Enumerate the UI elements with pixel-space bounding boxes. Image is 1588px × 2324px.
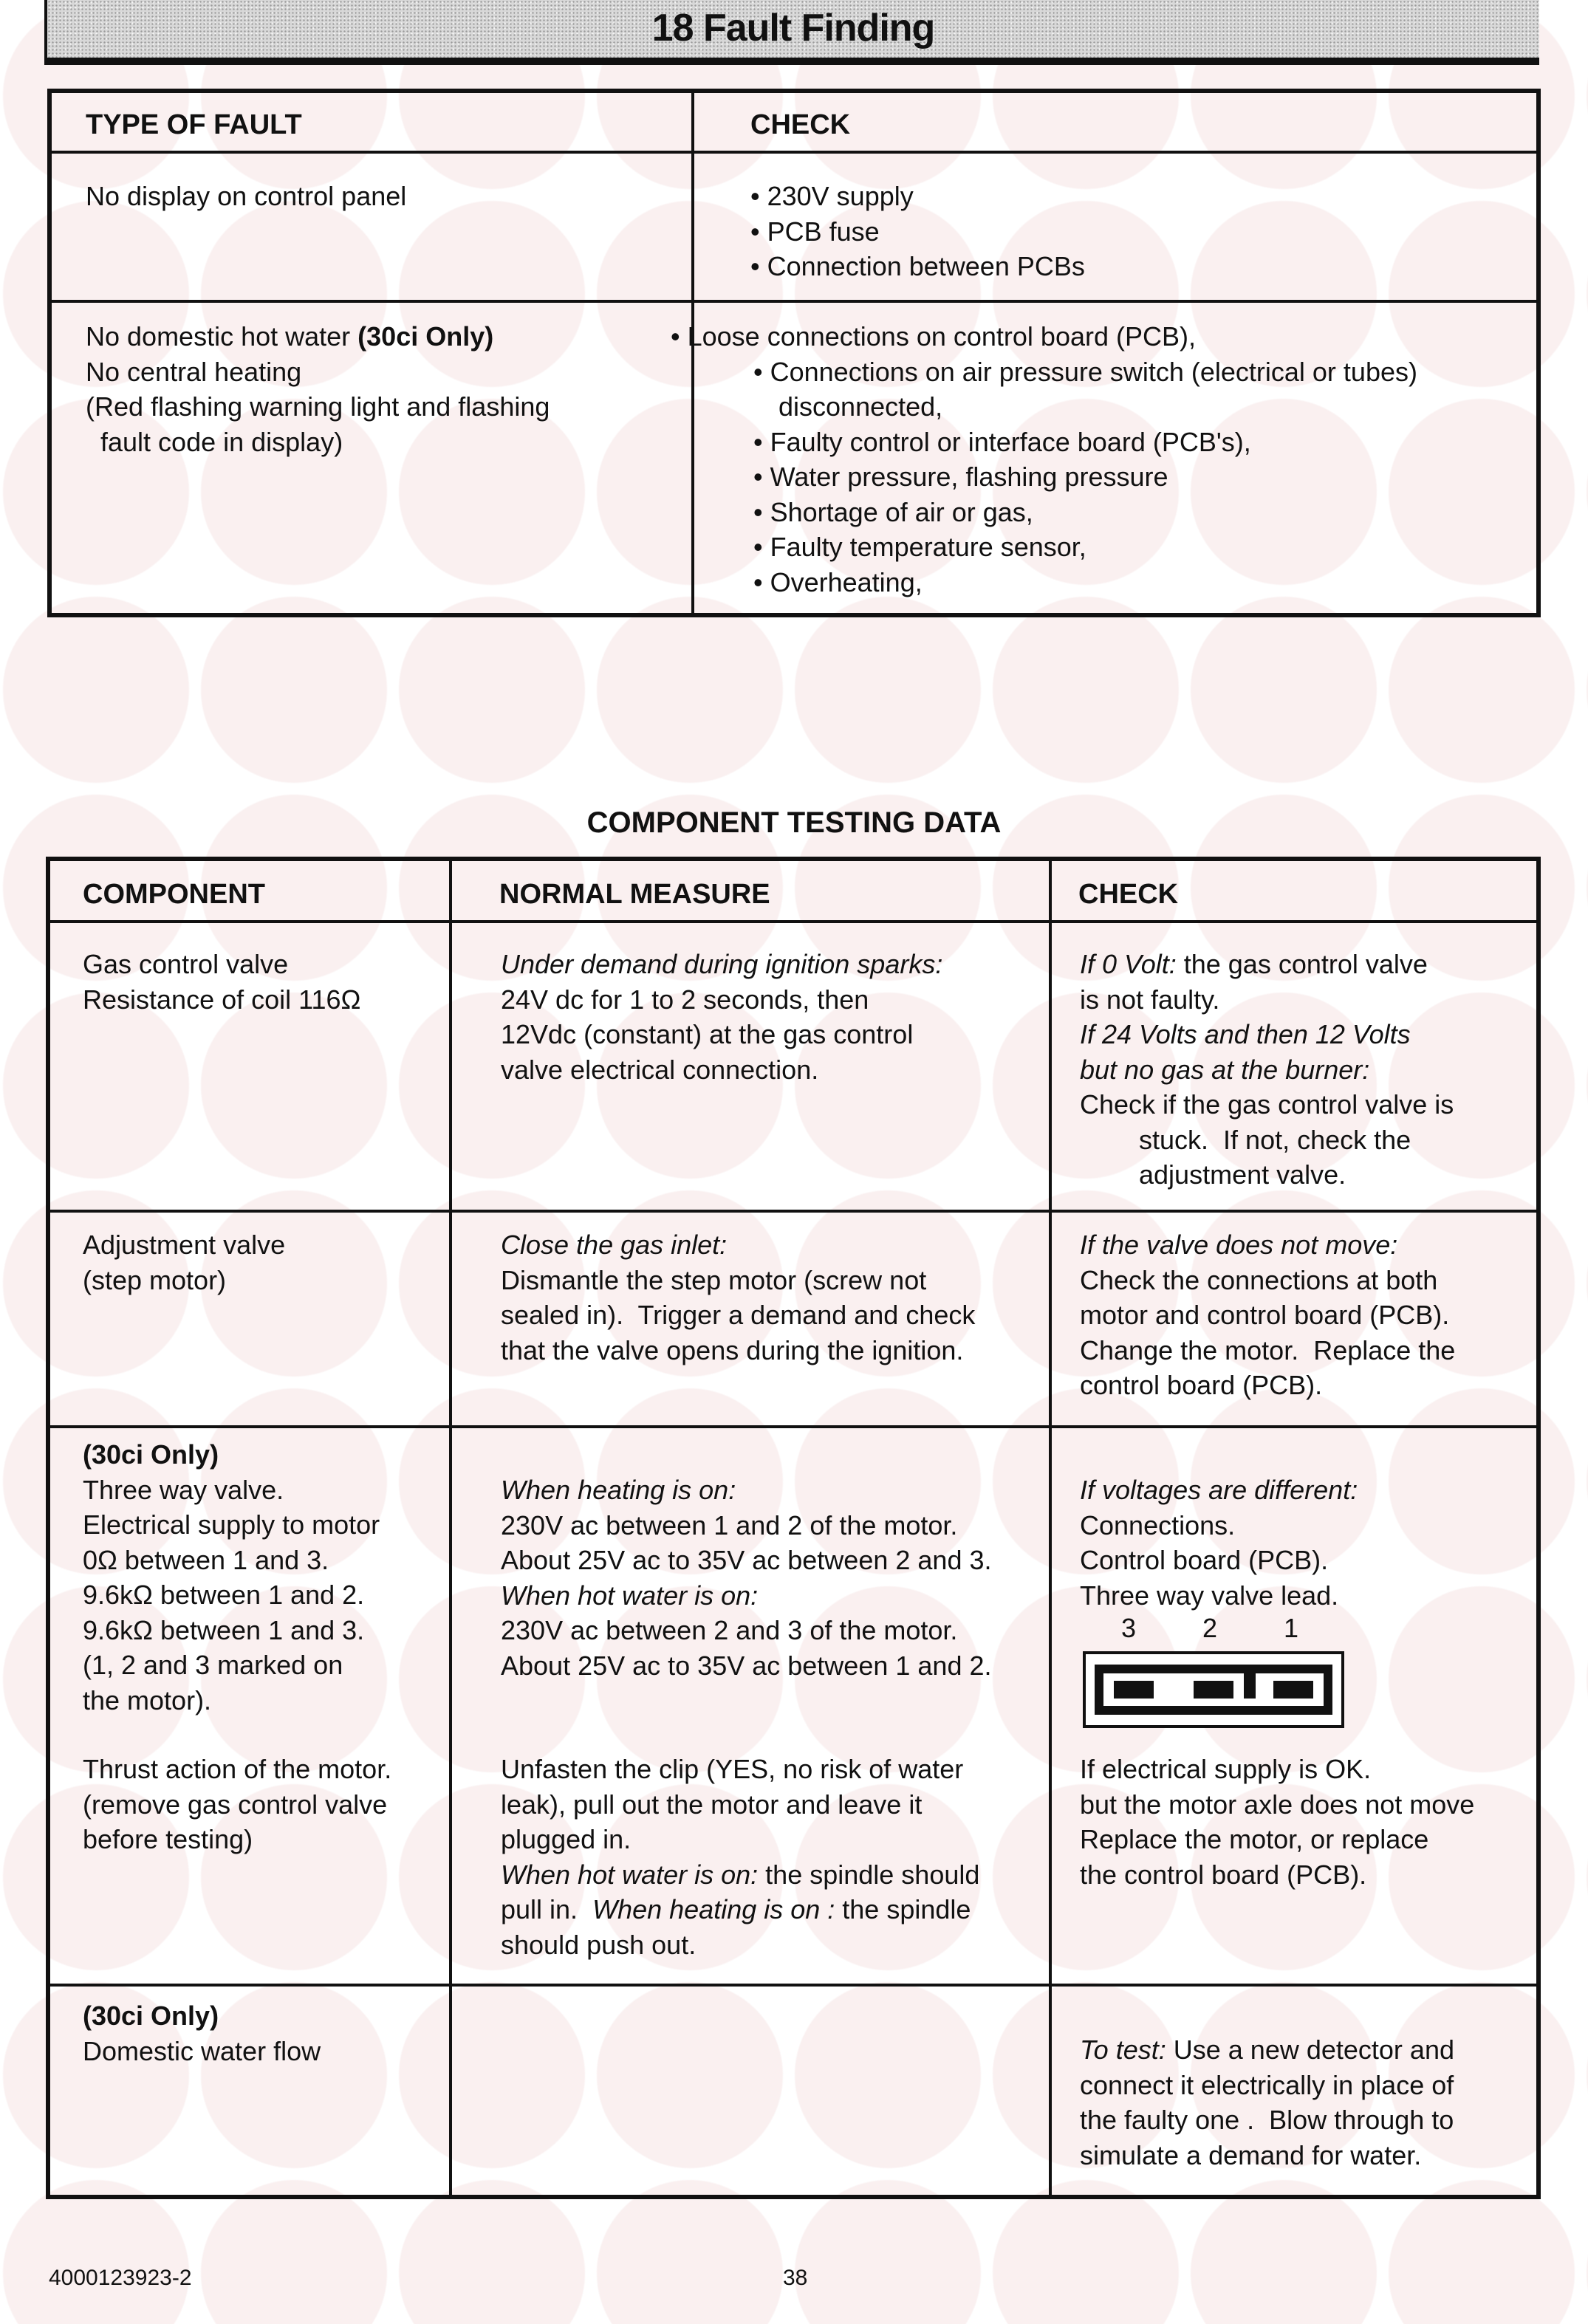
text-line: [83, 1543, 380, 1578]
measure-cell: [501, 1227, 975, 1368]
divider: [47, 300, 1541, 303]
text-line: [1080, 1227, 1455, 1263]
text-segment: • PCB fuse: [750, 216, 880, 247]
text-segment: (Red flashing warning light and flashing: [86, 391, 550, 422]
text-line: [86, 354, 550, 390]
text-line: [501, 947, 942, 982]
text-line: [501, 1017, 942, 1052]
divider: [46, 1984, 1541, 1987]
text-line: [753, 495, 1417, 530]
text-segment: • Loose connections on control board (PCB),: [671, 321, 1196, 352]
column-header-check: CHECK: [1078, 879, 1179, 910]
text-segment: connect it electrically in place of: [1080, 2069, 1454, 2100]
check-cell: [1080, 2032, 1454, 2173]
text-line: [1080, 1857, 1474, 1893]
text-segment: (step motor): [83, 1264, 227, 1295]
text-line: [753, 354, 1417, 390]
text-segment: • Connection between PCBs: [750, 251, 1085, 281]
text-segment: Check the connections at both: [1080, 1264, 1438, 1295]
text-segment: 12Vdc (constant) at the gas control: [501, 1019, 914, 1049]
text-line: [1080, 1368, 1455, 1403]
divider: [46, 1425, 1541, 1428]
column-header-component: COMPONENT: [83, 879, 265, 910]
divider: [46, 1210, 1541, 1213]
text-segment: Unfasten the clip (YES, no risk of water: [501, 1754, 964, 1784]
text-segment: Three way valve lead.: [1080, 1580, 1339, 1611]
text-line: [86, 425, 550, 460]
text-segment: To test:: [1080, 2035, 1166, 2065]
text-line: [1080, 1017, 1454, 1052]
text-segment: Resistance of coil 116Ω: [83, 984, 361, 1015]
text-line: [1080, 2068, 1454, 2103]
text-line: [1080, 1822, 1474, 1857]
text-line: [83, 1507, 380, 1543]
text-segment: Control board (PCB).: [1080, 1545, 1329, 1575]
text-line: [501, 1298, 975, 1333]
text-segment: Gas control valve: [83, 949, 289, 979]
text-line: [86, 319, 550, 354]
text-segment: No central heating: [86, 356, 302, 387]
fault-cell: [86, 179, 406, 214]
text-segment: About 25V ac to 35V ac between 2 and 3.: [501, 1545, 992, 1575]
check-cell: [750, 179, 1085, 284]
text-line: [750, 179, 1085, 214]
section-title: COMPONENT TESTING DATA: [586, 806, 1002, 839]
text-segment: If 0 Volt:: [1080, 949, 1177, 979]
divider: [47, 151, 1541, 154]
check-cell: [1080, 1752, 1474, 1892]
text-segment: control board (PCB).: [1080, 1370, 1323, 1400]
text-line: [1080, 1543, 1358, 1578]
text-line: [83, 1648, 380, 1683]
text-segment: fault code in display): [86, 426, 343, 457]
text-segment: simulate a demand for water.: [1080, 2139, 1422, 2170]
text-line: [83, 1577, 380, 1613]
text-segment: Dismantle the step motor (screw not: [501, 1264, 927, 1295]
text-line: [501, 1508, 992, 1543]
text-line: [1080, 947, 1454, 982]
text-segment: valve electrical connection.: [501, 1054, 819, 1085]
text-segment: adjustment valve.: [1080, 1159, 1346, 1190]
text-line: [86, 389, 550, 425]
text-segment: (30ci Only): [83, 1439, 219, 1470]
connector-pin: [1114, 1681, 1154, 1699]
text-segment: (30ci Only): [357, 321, 494, 352]
text-segment: (remove gas control valve: [83, 1789, 388, 1820]
column-header-normal-measure: NORMAL MEASURE: [499, 879, 770, 910]
connector-key: [1244, 1673, 1256, 1699]
check-cell: [1080, 947, 1454, 1193]
component-cell: [83, 947, 360, 1017]
text-line: [501, 1052, 942, 1088]
text-line: [83, 1822, 391, 1857]
text-line: [1080, 1787, 1474, 1823]
text-segment: Under demand during ignition sparks:: [501, 949, 943, 979]
text-line: [501, 1927, 979, 1963]
text-segment: • Connections on air pressure switch (electrical or tubes): [753, 356, 1417, 387]
divider: [449, 857, 452, 2199]
text-line: [83, 1683, 380, 1718]
text-line: [750, 214, 1085, 250]
text-segment: before testing): [83, 1824, 253, 1854]
text-segment: (1, 2 and 3 marked on: [83, 1650, 343, 1680]
text-segment: sealed in). Trigger a demand and check: [501, 1300, 976, 1330]
text-segment: Connections.: [1080, 1509, 1236, 1540]
text-line: [83, 1787, 391, 1823]
check-cell: [671, 319, 1417, 600]
text-line: [1080, 1298, 1455, 1333]
check-cell: [1080, 1227, 1455, 1403]
component-cell: [83, 1998, 321, 2068]
text-segment: disconnected,: [778, 391, 943, 422]
measure-cell: [501, 1752, 979, 1962]
text-segment: but the motor axle does not move: [1080, 1789, 1475, 1820]
text-line: [83, 1227, 285, 1263]
text-segment: (30ci Only): [83, 2001, 219, 2031]
text-line: [83, 982, 360, 1018]
text-line: [1080, 1122, 1454, 1158]
text-line: [1080, 1578, 1358, 1614]
text-line: [501, 1613, 992, 1648]
text-segment: Thrust action of the motor.: [83, 1754, 392, 1784]
text-segment: • Faulty temperature sensor,: [753, 532, 1086, 562]
text-line: [83, 1752, 391, 1787]
text-line: [83, 947, 360, 982]
text-segment: should push out.: [501, 1929, 697, 1960]
text-segment: Domestic water flow: [83, 2035, 321, 2066]
text-line: [83, 1263, 285, 1298]
text-line: [501, 982, 942, 1018]
text-segment: Three way valve.: [83, 1474, 284, 1505]
text-line: [1080, 1263, 1455, 1298]
text-segment: Change the motor. Replace the: [1080, 1334, 1456, 1365]
text-segment: the control board (PCB).: [1080, 1859, 1367, 1890]
text-line: [753, 565, 1417, 600]
text-line: [501, 1857, 979, 1893]
text-segment: • Faulty control or interface board (PCB's),: [753, 426, 1251, 457]
pin-label: 3: [1121, 1613, 1137, 1643]
text-line: [753, 459, 1417, 495]
text-segment: Electrical supply to motor: [83, 1509, 380, 1540]
text-segment: Use a new detector and: [1166, 2035, 1454, 2065]
text-segment: Close the gas inlet:: [501, 1230, 728, 1260]
text-line: [83, 1473, 380, 1508]
text-line: [501, 1892, 979, 1927]
text-segment: If voltages are different:: [1080, 1475, 1358, 1505]
text-line: [1080, 2102, 1454, 2138]
text-line: [83, 2034, 321, 2069]
text-line: [501, 1648, 992, 1684]
text-segment: Check if the gas control valve is: [1080, 1089, 1454, 1120]
three-way-valve-connector-diagram: [1083, 1651, 1344, 1728]
text-line: [501, 1787, 979, 1823]
text-line: [1080, 982, 1454, 1018]
text-segment: the gas control valve: [1176, 949, 1428, 979]
text-line: [501, 1263, 975, 1298]
page-title: 18 Fault Finding: [651, 7, 935, 49]
text-line: [83, 1437, 380, 1473]
text-line: [753, 529, 1417, 565]
section-banner: [44, 0, 1539, 65]
text-segment: 24V dc for 1 to 2 seconds, then: [501, 984, 869, 1015]
text-segment: If 24 Volts and then 12 Volts: [1080, 1019, 1411, 1049]
text-line: [501, 1227, 975, 1263]
text-segment: pull in.: [501, 1894, 593, 1924]
divider: [1049, 857, 1052, 2199]
text-segment: 9.6kΩ between 1 and 2.: [83, 1580, 365, 1610]
text-line: [83, 1613, 380, 1648]
text-segment: • Water pressure, flashing pressure: [753, 462, 1168, 492]
component-cell: [83, 1752, 391, 1857]
text-line: [1080, 1157, 1454, 1193]
text-line: [1080, 1473, 1358, 1508]
text-line: [501, 1578, 992, 1614]
column-header-check: CHECK: [750, 109, 851, 140]
text-segment: 230V ac between 1 and 2 of the motor.: [501, 1509, 958, 1540]
text-segment: When heating is on :: [592, 1894, 835, 1924]
text-line: [501, 1473, 992, 1508]
text-segment: No display on control panel: [86, 181, 407, 211]
text-segment: 9.6kΩ between 1 and 3.: [83, 1614, 365, 1645]
text-line: [1080, 1052, 1454, 1088]
text-line: [753, 425, 1417, 460]
document-number: 4000123923-2: [49, 2266, 192, 2290]
text-segment: Replace the motor, or replace: [1080, 1824, 1429, 1854]
text-line: [1080, 1508, 1358, 1543]
text-segment: that the valve opens during the ignition.: [501, 1334, 964, 1365]
text-segment: When hot water is on:: [501, 1859, 759, 1890]
text-segment: motor and control board (PCB).: [1080, 1300, 1450, 1330]
text-line: [1080, 1333, 1455, 1368]
text-segment: No domestic hot water: [86, 321, 358, 352]
text-segment: About 25V ac to 35V ac between 1 and 2.: [501, 1650, 992, 1681]
text-segment: plugged in.: [501, 1824, 632, 1854]
pin-label: 1: [1284, 1613, 1299, 1643]
text-segment: If the valve does not move:: [1080, 1230, 1398, 1260]
text-segment: If electrical supply is OK.: [1080, 1754, 1372, 1784]
text-line: [753, 389, 1417, 425]
connector-pin: [1194, 1681, 1233, 1699]
text-line: [750, 249, 1085, 284]
fault-cell: [86, 319, 550, 459]
text-segment: • Shortage of air or gas,: [753, 496, 1033, 527]
divider: [46, 920, 1541, 923]
text-line: [1080, 1087, 1454, 1122]
text-line: [1080, 1752, 1474, 1787]
connector-pin: [1273, 1681, 1313, 1699]
text-segment: the spindle should: [758, 1859, 980, 1890]
text-segment: the faulty one . Blow through to: [1080, 2105, 1454, 2135]
text-segment: 230V ac between 2 and 3 of the motor.: [501, 1615, 958, 1645]
text-line: [501, 1333, 975, 1368]
text-segment: • 230V supply: [750, 181, 914, 211]
page-number: 38: [783, 2266, 808, 2290]
text-line: [501, 1822, 979, 1857]
text-segment: 0Ω between 1 and 3.: [83, 1544, 329, 1575]
text-segment: When heating is on:: [501, 1475, 736, 1505]
text-line: [83, 1998, 321, 2034]
text-segment: When hot water is on:: [501, 1580, 759, 1611]
text-segment: stuck. If not, check the: [1080, 1124, 1411, 1155]
text-line: [86, 179, 406, 214]
text-line: [1080, 2032, 1454, 2068]
text-segment: Adjustment valve: [83, 1230, 286, 1260]
text-line: [671, 319, 1417, 354]
text-line: [501, 1752, 979, 1787]
measure-cell: [501, 1473, 992, 1683]
text-segment: but no gas at the burner:: [1080, 1054, 1370, 1085]
component-cell: [83, 1437, 380, 1718]
text-line: [1080, 2138, 1454, 2173]
check-cell: [1080, 1473, 1358, 1613]
pin-label: 2: [1202, 1613, 1218, 1643]
text-segment: the motor).: [83, 1684, 212, 1715]
text-line: [501, 1543, 992, 1578]
text-segment: leak), pull out the motor and leave it: [501, 1789, 923, 1820]
component-cell: [83, 1227, 285, 1298]
text-segment: the spindle: [835, 1894, 971, 1924]
column-header-type-of-fault: TYPE OF FAULT: [86, 109, 302, 140]
text-segment: is not faulty.: [1080, 984, 1220, 1015]
text-segment: • Overheating,: [753, 566, 923, 597]
measure-cell: [501, 947, 942, 1087]
